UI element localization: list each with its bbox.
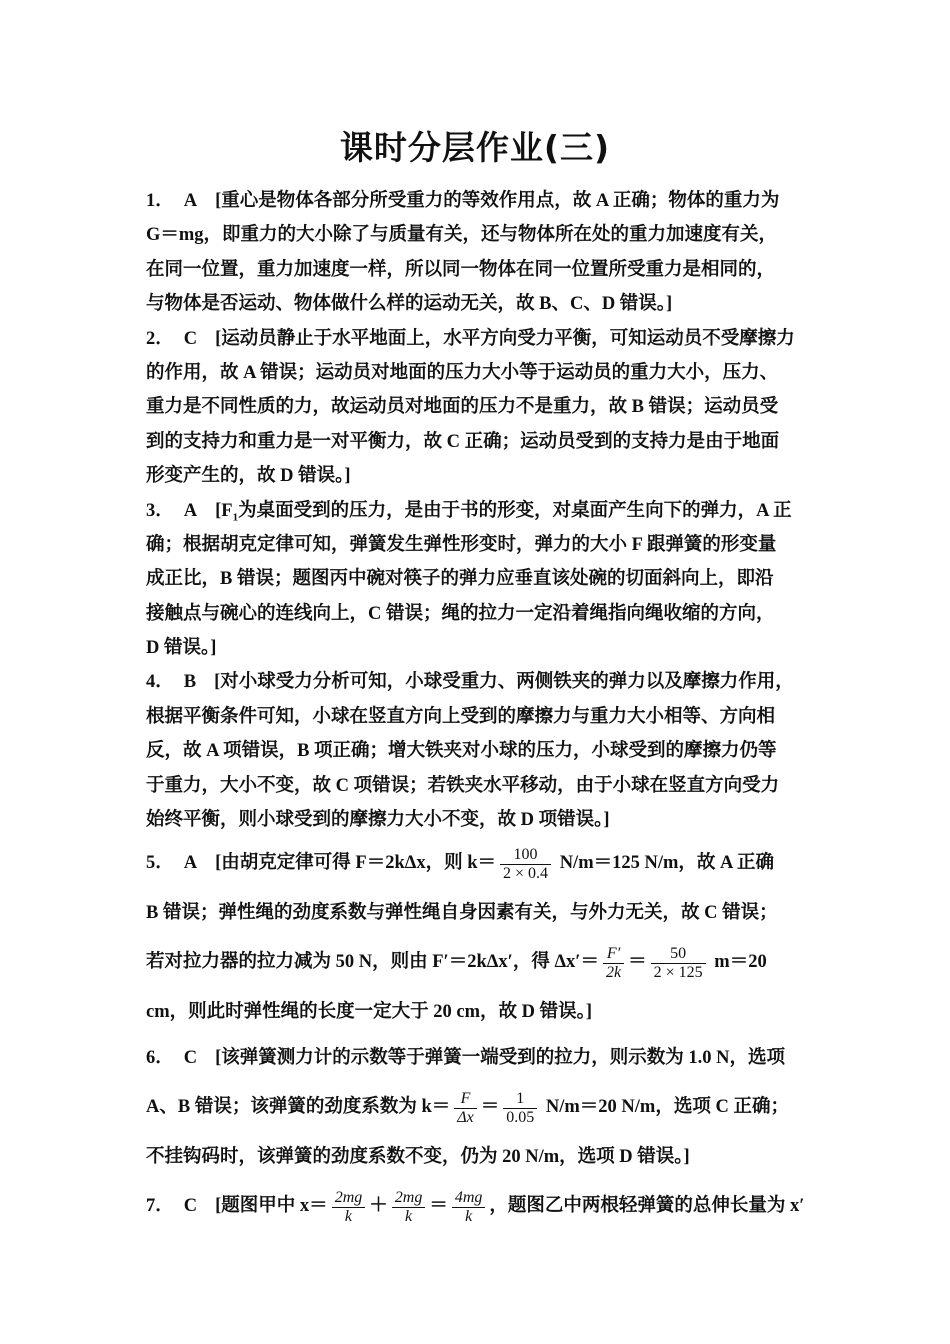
fraction-numerator: 1 <box>503 1090 537 1109</box>
fraction <box>452 1189 486 1226</box>
item-text: G＝mg，即重力的大小除了与质量有关，还与物体所在处的重力加速度有关， <box>146 225 778 246</box>
fraction-numerator: 4mg <box>452 1189 486 1208</box>
answer-item-7 <box>146 1180 816 1233</box>
answer-item-6 <box>146 1035 816 1180</box>
item-text: 成正比，B 错误；题图丙中碗对筷子的弹力应垂直该处碗的切面斜向上，即沿 <box>146 569 774 590</box>
fraction-denominator: k <box>404 1207 413 1225</box>
fraction-numerator: 2mg <box>332 1189 366 1208</box>
item-text: ＝ <box>480 1097 500 1118</box>
answer-item-2 <box>146 322 816 494</box>
item-answer: B <box>183 672 197 693</box>
item-text: [重心是物体各部分所受重力的等效作用点，故 A 正确；物体的重力为 <box>215 191 780 211</box>
item-text: 与物体是否运动、物体做什么样的运动无关，故 B、C、D 错误。] <box>146 294 673 315</box>
fraction <box>454 1090 477 1127</box>
item-number: 2． <box>146 328 174 349</box>
fraction-numerator: F′ <box>603 945 624 964</box>
item-text: ＝ <box>628 952 647 973</box>
fraction-numerator: F <box>454 1090 477 1109</box>
fraction <box>392 1189 426 1226</box>
item-number: 3． <box>146 500 174 521</box>
item-text: D 错误。] <box>146 638 217 659</box>
item-text: B 错误；弹性绳的劲度系数与弹性绳自身因素有关，与外力无关，故 C 错误； <box>146 903 778 924</box>
fraction-numerator: 100 <box>500 846 551 865</box>
fraction <box>651 945 706 982</box>
fraction-denominator: 2 × 0.4 <box>503 864 549 882</box>
item-answer: A <box>183 500 198 521</box>
item-text: [题图甲中 x＝ <box>215 1196 328 1217</box>
item-text: 若对拉力器的拉力减为 50 N，则由 F′＝2kΔx′，得 Δx′＝ <box>146 952 600 973</box>
item-text: N/m＝125 N/m，故 A 正确 <box>555 853 774 874</box>
item-text: 确；根据胡克定律可知，弹簧发生弹性形变时，弹力的大小 F 跟弹簧的形变量 <box>146 534 777 555</box>
fraction <box>332 1189 366 1226</box>
subscript: 1 <box>232 511 239 524</box>
item-text: 不挂钩码时，该弹簧的劲度系数不变，仍为 20 N/m，选项 D 错误。] <box>146 1147 690 1168</box>
operator: ＝ <box>429 1196 448 1217</box>
answer-list <box>146 184 816 1233</box>
item-text: 形变产生的，故 D 错误。] <box>146 466 351 487</box>
item-number: 1． <box>146 191 174 211</box>
item-answer: A <box>183 191 198 211</box>
item-text: m＝20 <box>709 952 767 973</box>
item-text: 反，故 A 项错误，B 项正确；增大铁夹对小球的压力，小球受到的摩擦力仍等 <box>146 741 777 762</box>
answer-item-1 <box>146 184 816 322</box>
fraction-denominator: Δx <box>457 1108 474 1126</box>
item-text: 接触点与碗心的连线向上，C 错误；绳的拉力一定沿着绳指向绳收缩的方向， <box>146 603 775 624</box>
item-text: 为桌面受到的压力，是由于书的形变，对桌面产生向下的弹力，A 正 <box>238 500 792 521</box>
item-text: [由胡克定律可得 F＝2kΔx，则 k＝ <box>215 853 497 874</box>
item-text: [运动员静止于水平地面上，水平方向受力平衡，可知运动员不受摩擦力 <box>215 328 795 349</box>
fraction-denominator: 2k <box>606 963 622 981</box>
fraction-numerator: 2mg <box>392 1189 426 1208</box>
item-text: [F <box>215 500 233 521</box>
answer-item-5 <box>146 837 816 1035</box>
item-number: 7． <box>146 1196 174 1217</box>
item-text: [该弹簧测力计的示数等于弹簧一端受到的拉力，则示数为 1.0 N，选项 <box>215 1048 786 1069</box>
item-answer: C <box>183 328 198 349</box>
fraction-numerator: 50 <box>651 945 706 964</box>
item-text: 重力是不同性质的力，故运动员对地面的压力不是重力，故 B 错误；运动员受 <box>146 397 779 418</box>
operator: ＋ <box>369 1196 388 1217</box>
item-text: cm，则此时弹性绳的长度一定大于 20 cm，故 D 错误。] <box>146 1002 593 1023</box>
fraction <box>500 846 551 883</box>
item-number: 4． <box>146 672 174 693</box>
fraction <box>503 1090 537 1127</box>
fraction-denominator: 2 × 125 <box>653 963 703 981</box>
answer-item-3 <box>146 494 816 666</box>
item-text: [对小球受力分析可知，小球受重力、两侧铁夹的弹力以及摩擦力作用， <box>214 672 794 693</box>
item-text: A、B 错误；该弹簧的劲度系数为 k＝ <box>146 1097 451 1118</box>
item-text: 的作用，故 A 错误；运动员对地面的压力大小等于运动员的重力大小，压力、 <box>146 362 779 383</box>
fraction-denominator: k <box>344 1207 353 1225</box>
item-text: 到的支持力和重力是一对平衡力，故 C 正确；运动员受到的支持力是由于地面 <box>146 431 780 452</box>
item-answer: C <box>183 1196 198 1217</box>
fraction <box>603 945 624 982</box>
answer-item-4 <box>146 665 816 837</box>
item-text: ，题图乙中两根轻弹簧的总伸长量为 x′ <box>489 1196 805 1217</box>
item-text: 根据平衡条件可知，小球在竖直方向上受到的摩擦力与重力大小相等、方向相 <box>146 706 776 727</box>
item-answer: C <box>183 1048 198 1069</box>
item-text: 于重力，大小不变，故 C 项错误；若铁夹水平移动，由于小球在竖直方向受力 <box>146 775 780 796</box>
item-answer: A <box>183 853 198 874</box>
page-title: 课时分层作业(三) <box>339 128 611 167</box>
item-text: N/m＝20 N/m，选项 C 正确； <box>541 1097 789 1118</box>
item-text: 始终平衡，则小球受到的摩擦力大小不变，故 D 项错误。] <box>146 810 610 831</box>
item-text: 在同一位置，重力加速度一样，所以同一物体在同一位置所受重力是相同的， <box>146 259 776 280</box>
item-number: 6． <box>146 1048 174 1069</box>
fraction-denominator: k <box>465 1207 473 1225</box>
item-number: 5． <box>146 853 174 874</box>
fraction-denominator: 0.05 <box>506 1108 535 1126</box>
